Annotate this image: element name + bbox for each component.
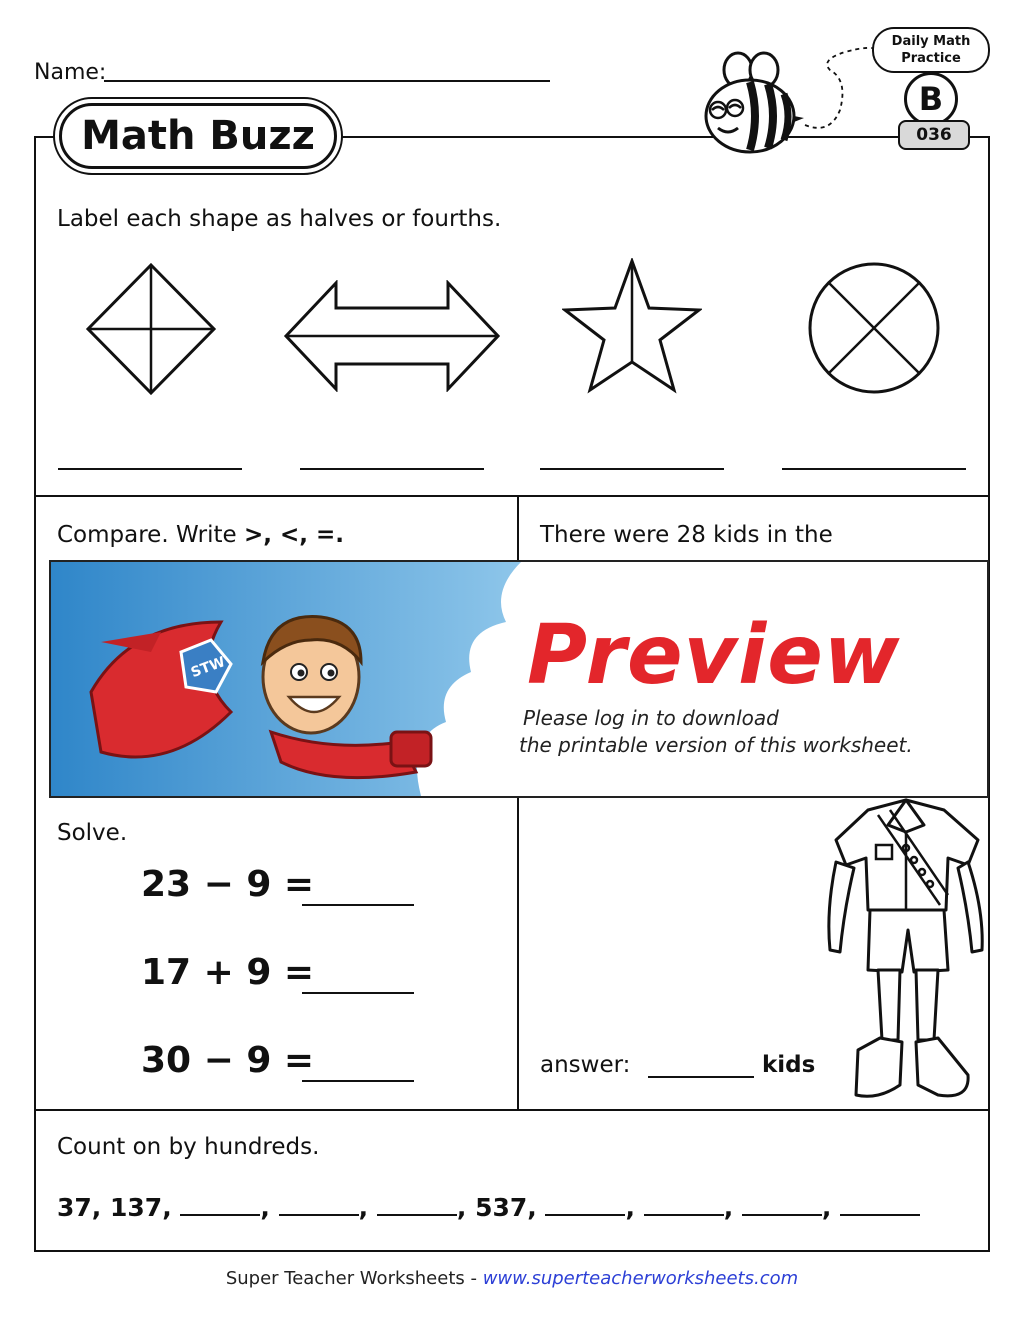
count-given: 137,: [110, 1193, 172, 1222]
preview-title: Preview: [527, 608, 901, 703]
count-blank[interactable]: [180, 1192, 260, 1216]
count-blank[interactable]: [377, 1192, 457, 1216]
answer-label: answer:: [540, 1052, 631, 1078]
equation: 30 − 9 =: [141, 1040, 315, 1081]
count-sequence: [57, 1192, 920, 1222]
compare-symbols: >, <, =.: [244, 522, 345, 548]
star-halves-icon: [562, 258, 702, 394]
equation-answer-line[interactable]: [302, 1080, 414, 1082]
bee-icon: [690, 48, 810, 163]
footer-url-link[interactable]: www.superteacherworksheets.com: [482, 1268, 799, 1289]
count-blank[interactable]: [545, 1192, 625, 1216]
solve-prompt: Solve.: [57, 820, 128, 846]
shape-answer-line[interactable]: [540, 468, 724, 470]
level-badge: B: [904, 72, 958, 126]
answer-unit: kids: [762, 1052, 816, 1078]
equation-answer-line[interactable]: [302, 904, 414, 906]
scout-uniform-illustration: [818, 770, 994, 1120]
worksheet-number-badge: 036: [898, 120, 970, 150]
count-blank[interactable]: [840, 1192, 920, 1216]
section-divider: [34, 495, 990, 497]
footer-site-name: Super Teacher Worksheets -: [225, 1268, 483, 1289]
count-prompt: Count on by hundreds.: [57, 1134, 320, 1160]
footer: [0, 1268, 1024, 1289]
mascot-badge-text: STW: [188, 654, 228, 682]
diamond-fourths-icon: [84, 262, 218, 396]
worksheet-title: Math Buzz: [59, 103, 337, 169]
count-separator: ,: [723, 1193, 734, 1222]
word-problem-answer-line[interactable]: [648, 1076, 754, 1078]
section-divider: [34, 1109, 990, 1111]
count-blank[interactable]: [279, 1192, 359, 1216]
count-separator: ,: [358, 1193, 369, 1222]
double-arrow-halves-icon: [284, 280, 500, 392]
shape-answer-line[interactable]: [300, 468, 484, 470]
shape-answer-line[interactable]: [58, 468, 242, 470]
circle-fourths-icon: [806, 260, 942, 396]
equation-answer-line[interactable]: [302, 992, 414, 994]
compare-prompt-text: Compare. Write: [57, 522, 244, 548]
count-blank[interactable]: [644, 1192, 724, 1216]
preview-message-line2: the printable version of this worksheet.: [519, 733, 913, 757]
count-given: 37,: [57, 1193, 102, 1222]
column-divider: [517, 495, 519, 561]
shapes-prompt: Label each shape as halves or fourths.: [57, 206, 502, 232]
preview-message-line1: Please log in to download: [523, 706, 779, 730]
word-problem-text: There were 28 kids in the: [540, 522, 833, 548]
equation: 17 + 9 =: [141, 952, 315, 993]
column-divider: [517, 798, 519, 1110]
compare-prompt: [57, 522, 344, 548]
name-answer-line[interactable]: [104, 80, 550, 82]
count-blank[interactable]: [742, 1192, 822, 1216]
daily-math-practice-badge: Daily Math Practice: [872, 27, 990, 73]
count-separator: ,: [456, 1193, 467, 1222]
superhero-mascot-icon: [71, 582, 451, 792]
count-separator: ,: [625, 1193, 635, 1222]
count-given: 537,: [475, 1193, 537, 1222]
shape-answer-line[interactable]: [782, 468, 966, 470]
count-separator: ,: [821, 1193, 832, 1222]
name-label: Name:: [34, 60, 107, 85]
equation: 23 − 9 =: [141, 864, 315, 905]
count-separator: ,: [260, 1193, 270, 1222]
